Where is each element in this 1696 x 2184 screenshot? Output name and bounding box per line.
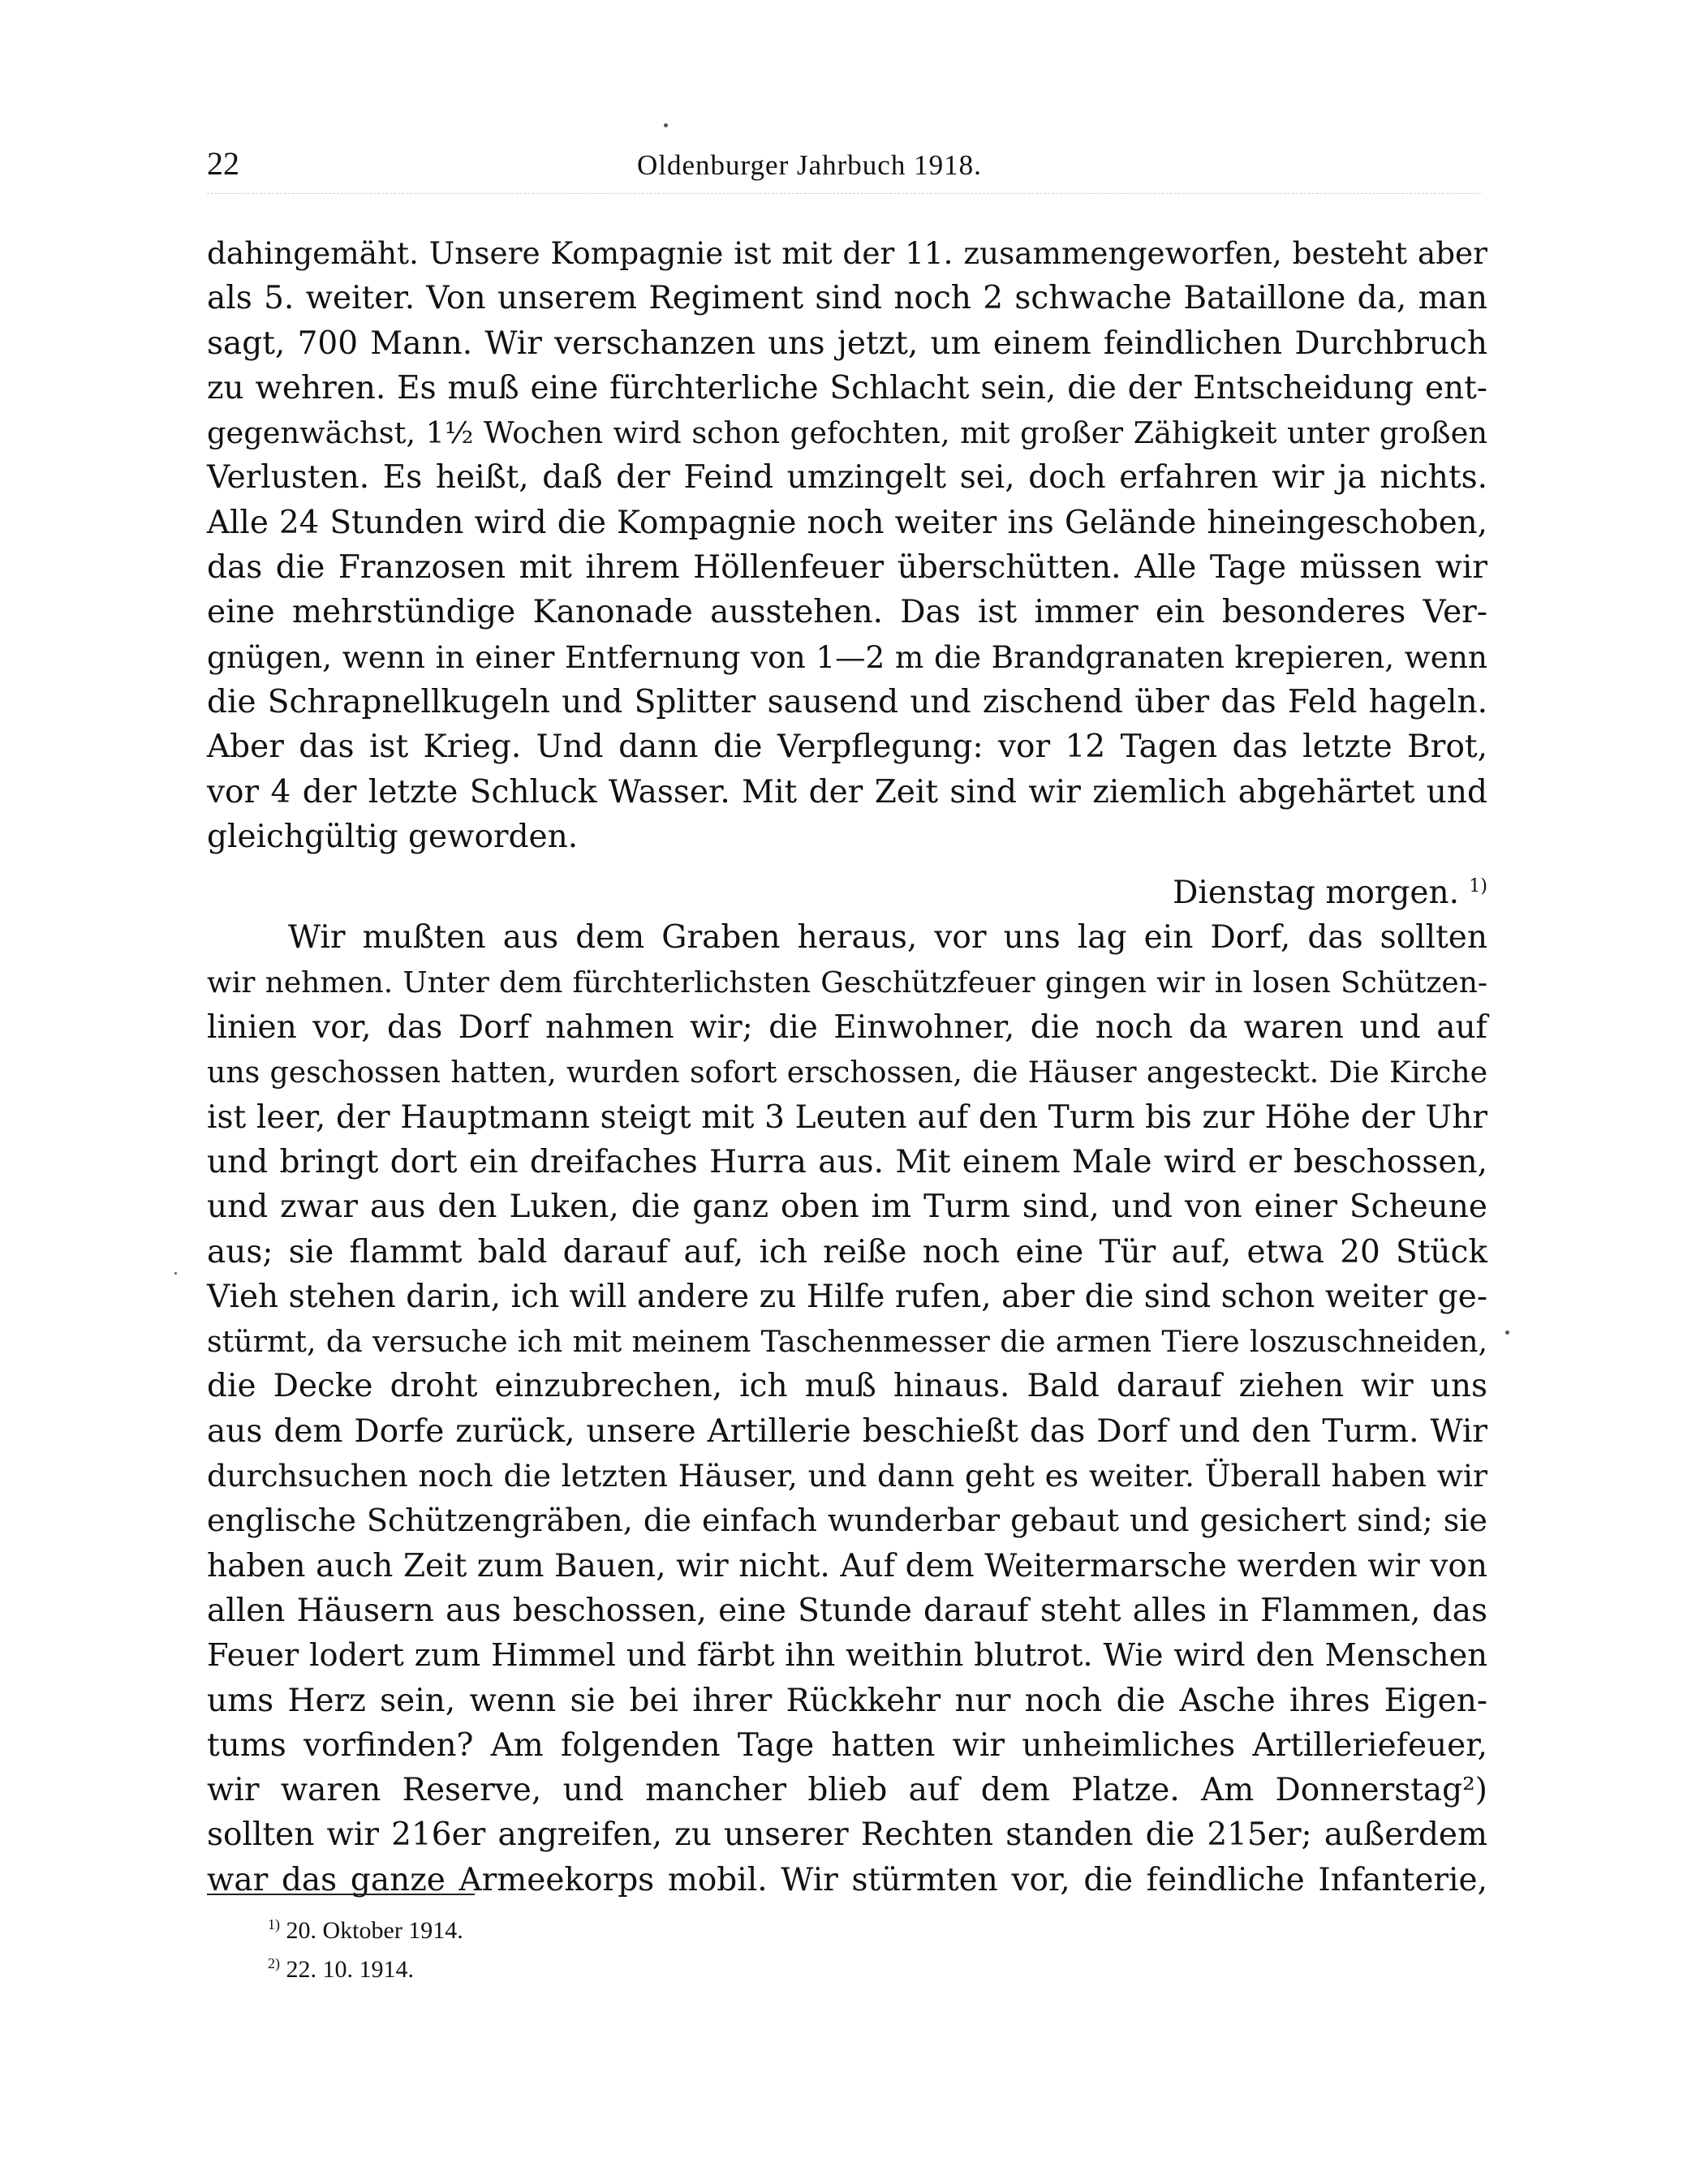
text-line: und zwar aus den Luken, die ganz oben im Turm sind, und von einer Scheune	[207, 1189, 1487, 1226]
footnote-rule	[207, 1894, 475, 1895]
text-line: wir nehmen. Unter dem fürchterlichsten Geschützfeuer gingen wir in losen Schützen-	[207, 965, 1487, 1000]
footnote-1	[268, 1911, 998, 1950]
text-line: vor 4 der letzte Schluck Wasser. Mit der Zeit sind wir ziemlich abgehärtet und	[207, 773, 1487, 810]
footnotes	[268, 1911, 998, 1989]
text-line: zu wehren. Es muß eine fürchterliche Schlacht sein, die der Entscheidung ent-	[207, 369, 1487, 406]
dateline	[207, 871, 1487, 915]
text-line: eine mehrstündige Kanonade ausstehen. Das ist immer ein besonderes Ver-	[207, 594, 1487, 631]
text-line: uns geschossen hatten, wurden sofort erschossen, die Häuser angesteckt. Die Kirche	[207, 1055, 1487, 1090]
paragraph-2	[207, 915, 1487, 1902]
text-line: Vieh stehen darin, ich will andere zu Hilfe rufen, aber die sind schon weiter ge-	[207, 1278, 1487, 1315]
text-line: stürmt, da versuche ich mit meinem Taschenmesser die armen Tiere loszuschneiden,	[207, 1324, 1487, 1360]
running-title: Oldenburger Jahrbuch 1918.	[637, 149, 982, 181]
text-line: Feuer lodert zum Himmel und färbt ihn weithin blutrot. Wie wird den Menschen	[207, 1637, 1487, 1675]
footnote-2	[268, 1950, 998, 1989]
footnote-reference: 1)	[1469, 876, 1487, 897]
text-line: sagt, 700 Mann. Wir verschanzen uns jetzt, um einem feindlichen Durchbruch	[207, 325, 1487, 362]
text-line: allen Häusern aus beschossen, eine Stunde darauf steht alles in Flammen, das	[207, 1592, 1487, 1629]
text-line: wir waren Reserve, und mancher blieb auf dem Platze. Am Donnerstag²)	[207, 1772, 1487, 1809]
text-line: und bringt dort ein dreifaches Hurra aus. Mit einem Male wird er beschossen,	[207, 1143, 1487, 1180]
text-line: die Decke droht einzubrechen, ich muß hinaus. Bald darauf ziehen wir uns	[207, 1368, 1487, 1405]
text-line: als 5. weiter. Von unserem Regiment sind noch 2 schwache Bataillone da, man	[207, 280, 1487, 317]
text-line: Verlusten. Es heißt, daß der Feind umzingelt sei, doch erfahren wir ja nichts.	[207, 459, 1487, 497]
text-line: gegenwächst, 1½ Wochen wird schon gefochten, mit großer Zähigkeit unter großen	[207, 415, 1487, 451]
text-line: gnügen, wenn in einer Entfernung von 1—2 m die Brandgranaten krepieren, wenn	[207, 638, 1487, 675]
page-header	[207, 144, 1489, 193]
footnote-mark: 1)	[268, 1916, 280, 1932]
text-line: dahingemäht. Unsere Kompagnie ist mit der 11. zusammengeworfen, besteht aber	[207, 235, 1487, 271]
text-line: das die Franzosen mit ihrem Höllenfeuer überschütten. Alle Tage müssen wir	[207, 549, 1487, 587]
text-line: gleichgültig geworden.	[207, 818, 579, 855]
page-number: 22	[207, 145, 239, 182]
footnote-mark: 2)	[268, 1955, 280, 1971]
text-line: Alle 24 Stunden wird die Kompagnie noch weiter ins Gelände hineingeschoben,	[207, 504, 1487, 541]
text-line: aus dem Dorfe zurück, unsere Artillerie beschießt das Dorf und den Turm. Wir	[207, 1412, 1487, 1450]
dateline-text: Dienstag morgen.	[1173, 875, 1459, 912]
header-rule	[207, 193, 1481, 194]
print-speck	[174, 1272, 177, 1275]
text-line: Aber das ist Krieg. Und dann die Verpflegung: vor 12 Tagen das letzte Brot,	[207, 729, 1487, 766]
text-line: war das ganze Armeekorps mobil. Wir stürmten vor, die feindliche Infanterie,	[207, 1861, 1487, 1898]
text-line: Wir mußten aus dem Graben heraus, vor uns lag ein Dorf, das sollten	[288, 919, 1487, 957]
text-line: sollten wir 216er angreifen, zu unserer Rechten standen die 215er; außerdem	[207, 1816, 1487, 1854]
text-line: englische Schützengräben, die einfach wunderbar gebaut und gesichert sind; sie	[207, 1503, 1487, 1539]
text-line: aus; sie flammt bald darauf auf, ich reiße noch eine Tür auf, etwa 20 Stück	[207, 1233, 1487, 1270]
text-line: ist leer, der Hauptmann steigt mit 3 Leuten auf den Turm bis zur Höhe der Uhr	[207, 1098, 1487, 1136]
print-speck	[664, 123, 668, 127]
print-speck	[1505, 1331, 1509, 1335]
footnote-text: 22. 10. 1914.	[286, 1956, 414, 1983]
paragraph-1	[207, 231, 1487, 859]
footnote-text: 20. Oktober 1914.	[286, 1917, 463, 1944]
text-line: die Schrapnellkugeln und Splitter sausend und zischend über das Feld hageln.	[207, 683, 1487, 720]
text-line: tums vorfinden? Am folgenden Tage hatten wir unheimliches Artilleriefeuer,	[207, 1726, 1487, 1764]
text-line: ums Herz sein, wenn sie bei ihrer Rückkehr nur noch die Asche ihres Eigen-	[207, 1682, 1487, 1719]
body-text	[207, 231, 1487, 1902]
text-line: linien vor, das Dorf nahmen wir; die Einwohner, die noch da waren und auf	[207, 1009, 1487, 1047]
text-line: haben auch Zeit zum Bauen, wir nicht. Auf dem Weitermarsche werden wir von	[207, 1547, 1487, 1584]
text-line: durchsuchen noch die letzten Häuser, und dann geht es weiter. Überall haben wir	[207, 1458, 1487, 1494]
